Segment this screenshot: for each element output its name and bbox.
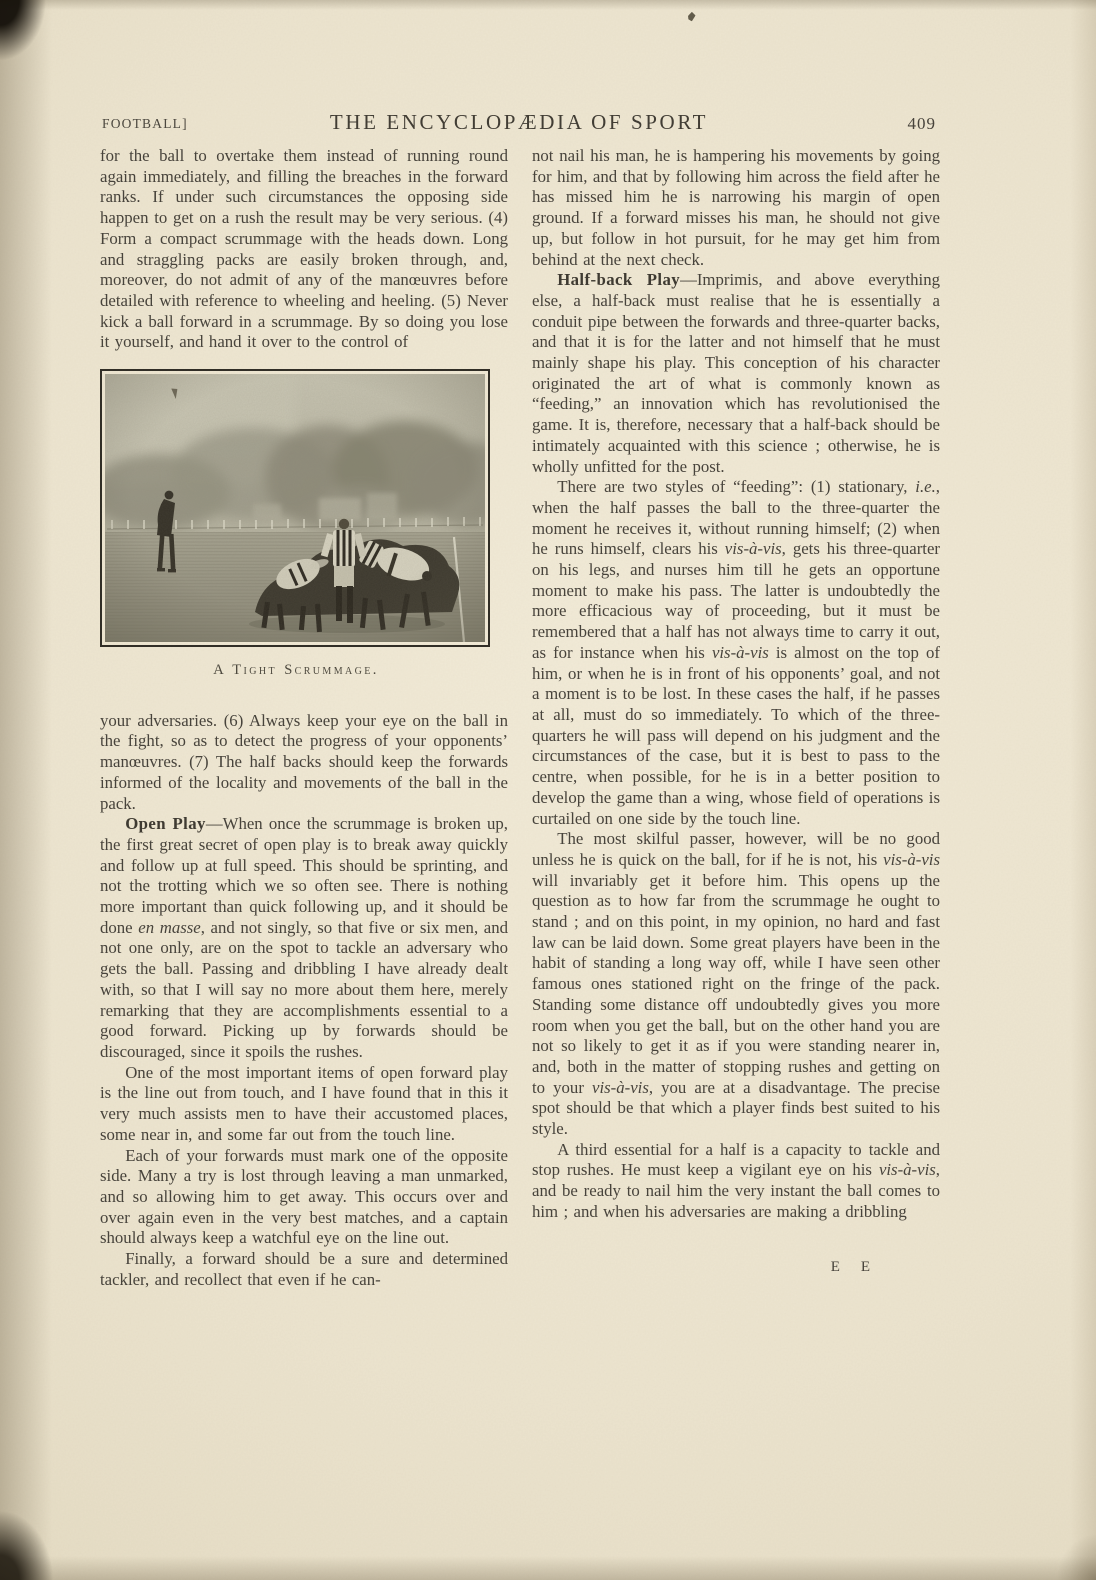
scan-corner-bottom-right xyxy=(1016,1490,1096,1580)
section-label: FOOTBALL] xyxy=(102,116,188,131)
paragraph: Open Play—When once the scrummage is broken up, the first great secret of open play is to break away quickly and follow up at full speed. This should be sprinting, and not the trotting which we so often see. There is nothing more important than quick following up, and it should be done en masse, and not singly, so that five or six men, and not one only, are on the spot to tackle an adversary who gets the ball. Passing and dribbling I have already dealt with, so that I will say no more about them here, merely remarking that they are accomplishments essential to a good forward. Picking up by forwards should be discouraged, since it spoils the rushes. xyxy=(100,814,508,1061)
figure-caption: A Tight Scrummage. xyxy=(213,662,379,679)
scrummage-photo xyxy=(100,369,490,647)
page-title: THE ENCYCLOPÆDIA OF SPORT xyxy=(329,110,709,134)
paragraph: One of the most important items of open forward play is the line out from touch, and I have found that in this it very much assists men to have their accustomed places, some near in, and some far out from the touch line. xyxy=(100,1062,508,1144)
paragraph: Each of your forwards must mark one of the opposite side. Many a try is lost through leaving a man unmarked, and so allowing him to get away. This occurs over and over again even in the very best matches, and a captain should always keep a watchful eye on the line out. xyxy=(100,1145,508,1248)
text-columns xyxy=(100,146,940,1290)
paragraph: for the ball to overtake them instead of running round again immediately, and filling the breaches in the forward ranks. If under such circumstances the opposing side happen to get on a rush the result may be very serious. (4) Form a compact scrummage with the heads down. Long and straggling packs are easily broken through, and, moreover, do not admit of any of the manœuvres before detailed with reference to wheeling and heeling. (5) Never kick a ball forward in a scrummage. By so doing you lose it yourself, and hand it over to the control of xyxy=(100,146,508,352)
scan-corner-bottom-left xyxy=(0,1460,100,1580)
ink-speck xyxy=(687,11,696,22)
paragraph: not nail his man, he is hampering his movements by going for him, and that by following him across the field after he has missed him he is narrowing his margin of open ground. If a forward misses his man, he should not give up, but follow in hot pursuit, for he may get him from behind at the next check. xyxy=(532,146,940,269)
paragraph: A third essential for a half is a capacity to tackle and stop rushes. He must keep a vigilant eye on his vis-à-vis, and be ready to nail him the very instant the ball comes to him ; and when his adversaries are making a dribbling xyxy=(532,1139,940,1221)
right-column xyxy=(532,146,940,1290)
printers-signature: E E xyxy=(830,1258,878,1275)
scan-edge-left xyxy=(0,0,52,1580)
paragraph: The most skilful passer, however, will be no good unless he is quick on the ball, for if he is not, his vis-à-vis will invariably get it before him. This opens up the question as to how far from the scrummage he ought to stand ; and on this point, in my opinion, no hard and fast law can be laid down. Some great players have been in the habit of standing a long way off, while I have seen other famous ones stationed right on the fringe of the pack. Standing some distance off undoubtedly gives you more room when you get the ball, but on the other hand you are not so likely to get it as if you were standing nearer in, and, both in the matter of stopping rushes and getting on to your vis-à-vis, you are at a disadvantage. The precise spot should be that which a player finds best suited to his style. xyxy=(532,829,940,1139)
page-header xyxy=(100,103,938,135)
scrummage-photo-art xyxy=(105,374,485,642)
scan-edge-bottom xyxy=(0,1556,1096,1580)
scan-edge-top xyxy=(0,0,1096,10)
left-column xyxy=(100,146,508,1290)
paragraph: There are two styles of “feeding”: (1) stationary, i.e., when the half passes the ball to the three-quarter the moment he receives it, without running himself; (2) when he runs himself, clears his vis-à-vis, gets his three-quarter on his legs, and nurses him till he gets an opportune moment to make his pass. The latter is undoubtedly the more efficacious way of proceeding, but it must be remembered that a half has not always time to carry it out, as for instance when his vis-à-vis is almost on the top of him, or when he is in front of his opponents’ goal, and not a moment is to be lost. In these cases the half, if he passes at all, must do so immediately. To which of the three-quarters he will pass will depend on his judgment and the circumstances of the case, but it is best to pass to the centre, when possible, for he is in a better position to develop the game than a wing, whose field of operations is curtailed on one side by the touch line. xyxy=(532,477,940,828)
paragraph: Finally, a forward should be a sure and determined tackler, and recollect that even if he can- xyxy=(100,1249,508,1289)
scan-corner-top-left xyxy=(0,0,90,110)
paragraph: Half-back Play—Imprimis, and above everything else, a half-back must realise that he is essentially a conduit pipe between the forwards and three-quarter backs, and that it is for the latter and not himself that he must mainly shape his play. This conception of his character originated the art of what is commonly known as “feeding,” an innovation which has revolutionised the game. It is, therefore, necessary that a half-back should be intimately acquainted with this science ; otherwise, he is wholly unfitted for the post. xyxy=(532,270,940,476)
paragraph: your adversaries. (6) Always keep your eye on the ball in the fight, so as to detect the progress of your opponents’ manœuvres. (7) The half backs should keep the forwards informed of the locality and movements of the ball in the pack. xyxy=(100,710,508,813)
figure-scrummage xyxy=(100,369,492,681)
page-number: 409 xyxy=(907,114,936,133)
scan-edge-right xyxy=(1070,0,1096,1580)
